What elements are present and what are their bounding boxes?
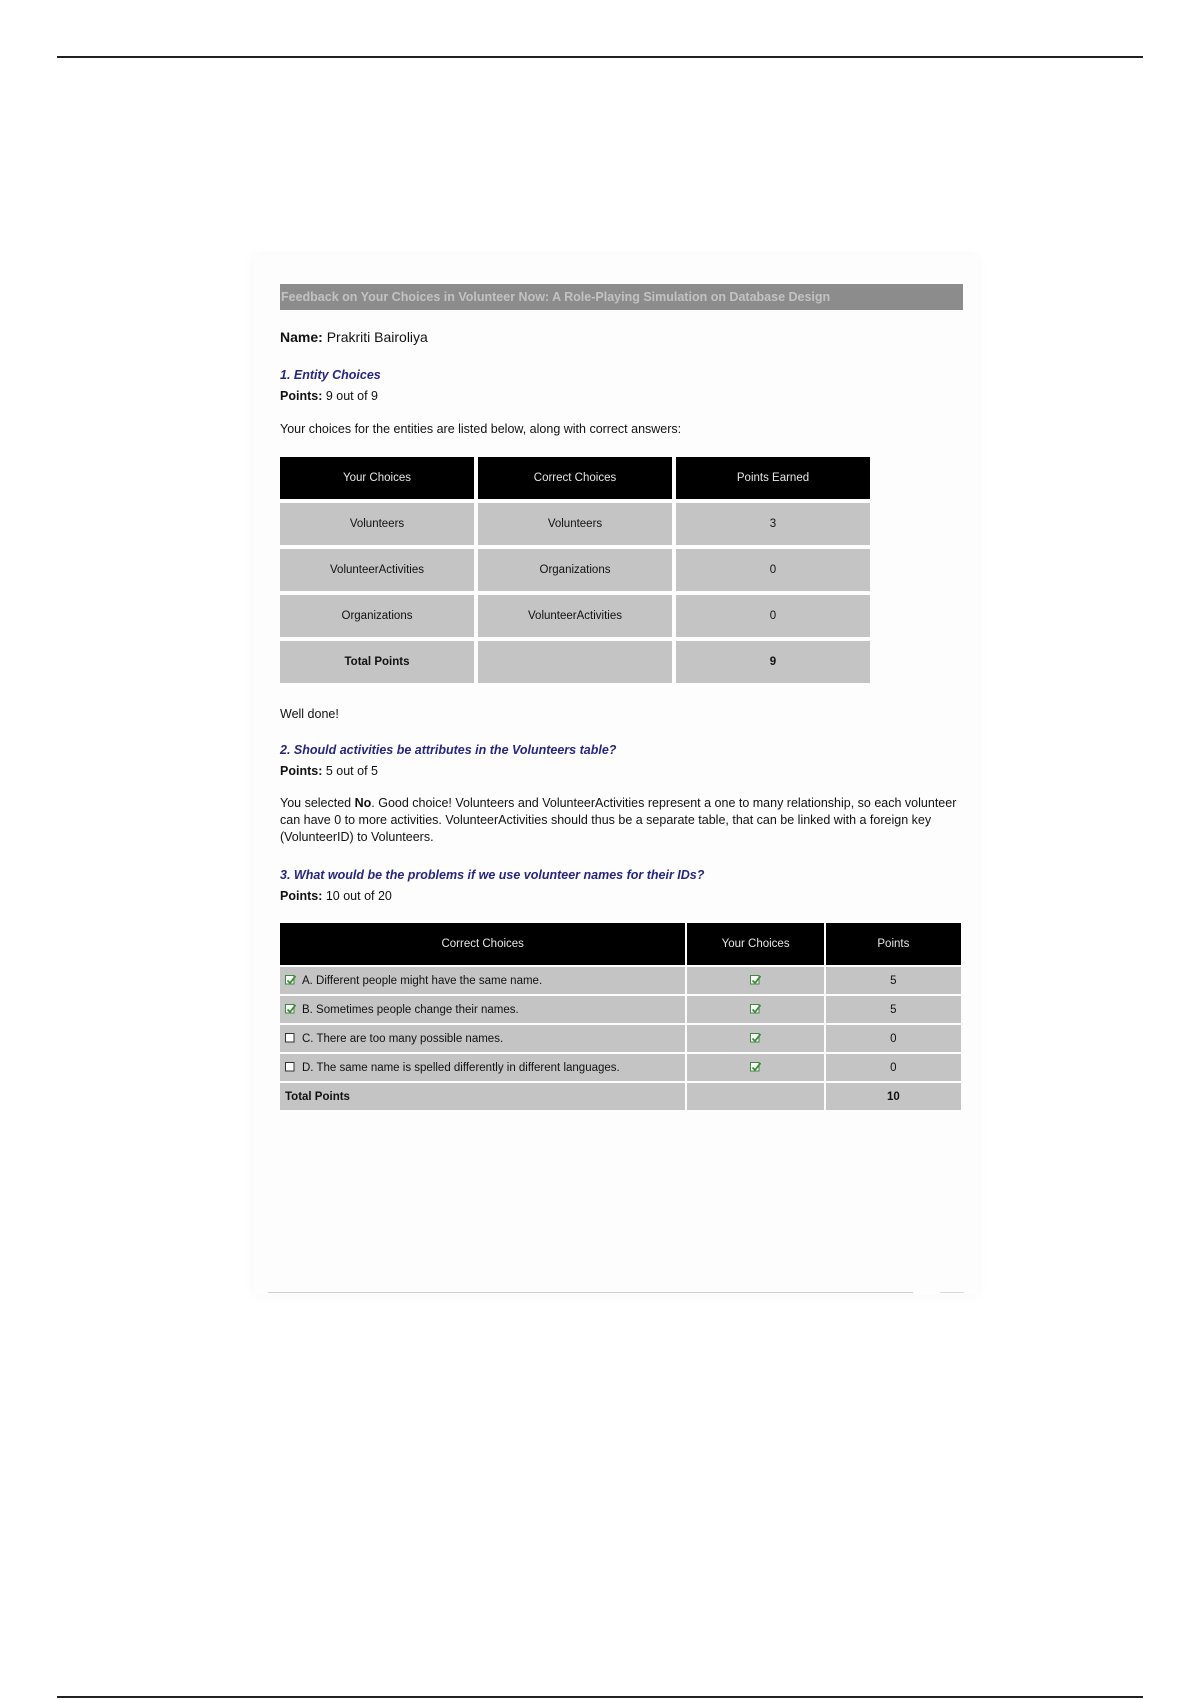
total-row	[280, 1083, 961, 1110]
total-empty-cell	[478, 641, 672, 683]
sheet-footer-rule	[268, 1292, 913, 1293]
points-cell: 0	[826, 1025, 961, 1052]
correct-choice-cell: VolunteerActivities	[478, 595, 672, 637]
unchecked-box-icon	[285, 1061, 296, 1075]
column-header: Correct Choices	[280, 923, 685, 965]
table-row	[280, 967, 961, 994]
points-cell: 5	[826, 967, 961, 994]
correct-choice-cell: Volunteers	[478, 503, 672, 545]
q1-heading: 1. Entity Choices	[280, 368, 381, 382]
points-cell: 3	[676, 503, 870, 545]
your-choice-cell: Organizations	[280, 595, 474, 637]
points-cell: 0	[826, 1054, 961, 1081]
total-label: Total Points	[280, 641, 474, 683]
student-name	[280, 329, 963, 345]
name-id-problems-table	[278, 921, 963, 1112]
column-header: Your Choices	[687, 923, 823, 965]
table-header-row	[280, 457, 870, 499]
q2-text-post: . Good choice! Volunteers and VolunteerActivities represent a one to many relationship, so each volunteer can have 0 to more activities. VolunteerActivities should thus be a separate table, that can be linked with a foreign key (VolunteerID) to Volunteers.	[280, 796, 957, 844]
q2-selected-answer: No	[354, 796, 372, 810]
correct-choice-cell	[280, 1025, 685, 1052]
checked-box-icon	[285, 974, 296, 988]
your-choice-cell	[687, 967, 823, 994]
feedback-content	[280, 284, 963, 1112]
total-empty-cell	[687, 1083, 823, 1110]
table-row	[280, 549, 870, 591]
checked-box-icon	[750, 1032, 761, 1046]
checked-box-icon	[285, 1003, 296, 1017]
q3-table-body	[280, 967, 961, 1081]
q1-points-label: Points:	[280, 389, 323, 403]
entity-choices-table	[276, 453, 874, 687]
choice-text: B. Sometimes people change their names.	[302, 1003, 519, 1016]
correct-choice-cell	[280, 996, 685, 1023]
name-label: Name:	[280, 329, 323, 345]
points-cell: 0	[676, 549, 870, 591]
table-row	[280, 595, 870, 637]
page-top-rule	[57, 56, 1143, 58]
name-value: Prakriti Bairoliya	[326, 329, 428, 345]
column-header: Your Choices	[280, 457, 474, 499]
your-choice-cell	[687, 1025, 823, 1052]
q1-points	[280, 389, 963, 403]
q2-points-label: Points:	[280, 764, 323, 778]
q2-explanation	[280, 795, 963, 846]
choice-text: D. The same name is spelled differently in different languages.	[302, 1061, 620, 1074]
table-row	[280, 1025, 961, 1052]
q3-points	[280, 889, 963, 903]
table-row	[280, 503, 870, 545]
q3-points-label: Points:	[280, 889, 323, 903]
table-header-row	[280, 923, 961, 965]
unchecked-box-icon	[285, 1032, 296, 1046]
checked-box-icon	[750, 974, 761, 988]
points-cell: 5	[826, 996, 961, 1023]
q3-heading: 3. What would be the problems if we use volunteer names for their IDs?	[280, 868, 705, 882]
checked-box-icon	[750, 1003, 761, 1017]
table-row	[280, 1054, 961, 1081]
feedback-banner: Feedback on Your Choices in Volunteer Now: A Role-Playing Simulation on Database Design	[280, 284, 963, 310]
checked-box-icon	[750, 1061, 761, 1075]
your-choice-cell	[687, 1054, 823, 1081]
q3-points-value: 10 out of 20	[325, 889, 392, 903]
column-header: Points	[826, 923, 961, 965]
your-choice-cell: VolunteerActivities	[280, 549, 474, 591]
correct-choice-cell: Organizations	[478, 549, 672, 591]
choice-text: A. Different people might have the same name.	[302, 974, 543, 987]
q2-heading: 2. Should activities be attributes in the Volunteers table?	[280, 743, 617, 757]
total-label: Total Points	[280, 1083, 685, 1110]
choice-text: C. There are too many possible names.	[302, 1032, 504, 1045]
total-row	[280, 641, 870, 683]
correct-choice-cell	[280, 1054, 685, 1081]
q2-points-value: 5 out of 5	[325, 764, 378, 778]
q1-intro: Your choices for the entities are listed below, along with correct answers:	[280, 422, 682, 436]
your-choice-cell	[687, 996, 823, 1023]
q1-points-value: 9 out of 9	[325, 389, 378, 403]
q2-text-pre: You selected	[280, 796, 355, 810]
points-cell: 0	[676, 595, 870, 637]
column-header: Correct Choices	[478, 457, 672, 499]
total-points: 10	[826, 1083, 961, 1110]
your-choice-cell: Volunteers	[280, 503, 474, 545]
table-row	[280, 996, 961, 1023]
correct-choice-cell	[280, 967, 685, 994]
q1-feedback: Well done!	[280, 707, 339, 721]
total-points: 9	[676, 641, 870, 683]
page-bottom-rule	[57, 1696, 1143, 1698]
q2-points	[280, 764, 963, 778]
column-header: Points Earned	[676, 457, 870, 499]
sheet-footer-mark	[940, 1292, 964, 1293]
